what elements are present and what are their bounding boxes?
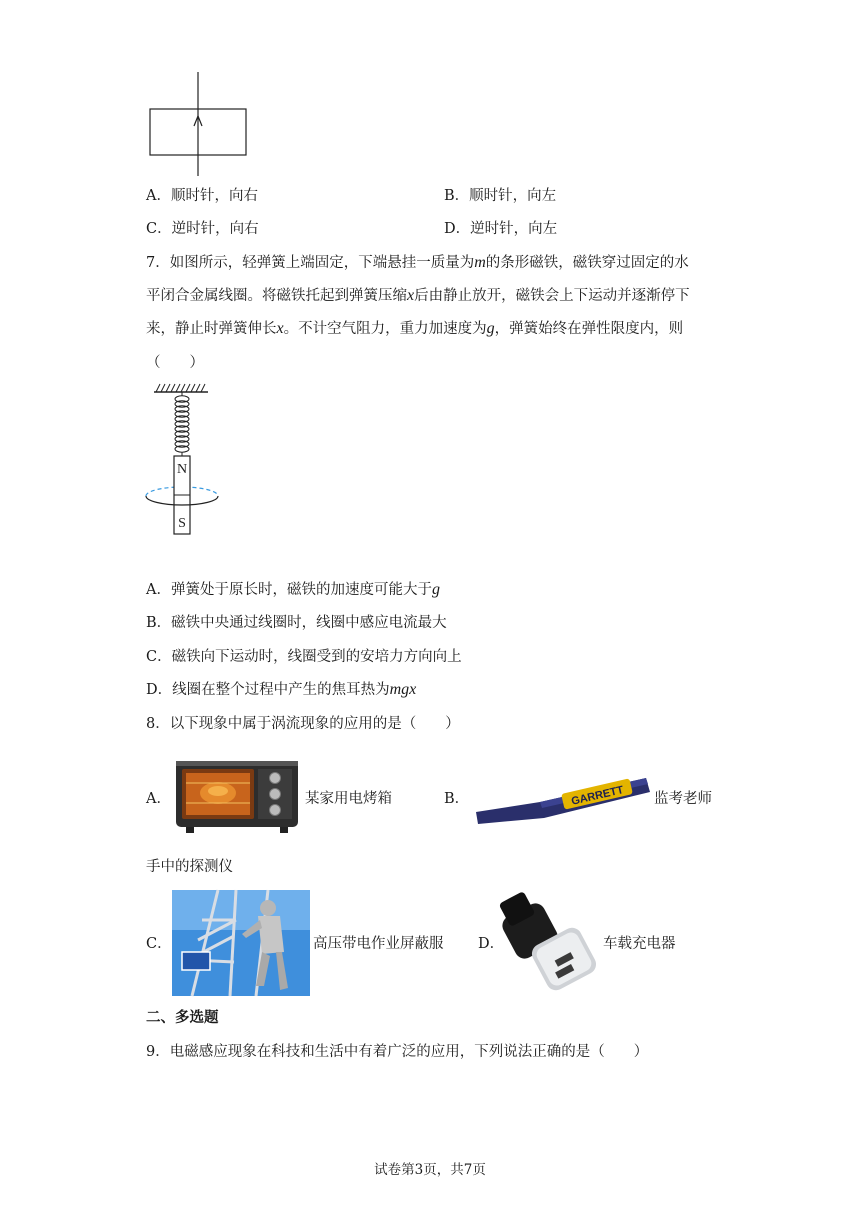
metal-detector-image [470,768,652,826]
magnet-n-label: N [176,462,188,477]
spring-magnet-figure [140,380,240,540]
page-footer: 试卷第3页，共7页 [374,1162,486,1178]
q8-option-c-text: 高压带电作业屏蔽服 [313,936,444,952]
magnet-s-label: S [178,516,186,531]
q7-option-d: D．线圈在整个过程中产生的焦耳热为mgx [146,681,417,698]
q8-option-d-text: 车载充电器 [603,936,676,952]
q8-stem: 8．以下现象中属于涡流现象的应用的是（ ） [146,716,460,732]
car-charger-image [503,890,599,994]
q8-option-a-text: 某家用电烤箱 [305,791,392,807]
q7-stem-line3: 来，静止时弹簧伸长x。不计空气阻力，重力加速度为g，弹簧始终在弹性限度内，则 [146,320,684,337]
q8-option-d-letter: D． [478,936,505,952]
q7-answer-bracket: （ ） [146,355,204,371]
q6-option-b: B．顺时针，向左 [444,188,557,204]
shielding-suit-image [172,890,310,996]
q7-stem-line1: 7．如图所示，轻弹簧上端固定，下端悬挂一质量为m的条形磁铁，磁铁穿过固定的水 [146,254,689,271]
q8-option-b-text-cont: 手中的探测仪 [146,859,233,875]
q8-option-b-text: 监考老师 [654,791,712,807]
q7-option-a: A．弹簧处于原长时，磁铁的加速度可能大于g [146,581,440,598]
q6-option-c: C．逆时针，向右 [146,221,259,237]
q7-stem-line2: 平闭合金属线圈。将磁铁托起到弹簧压缩x后由静止放开，磁铁会上下运动并逐渐停下 [146,287,690,304]
q7-option-b: B．磁铁中央通过线圈时，线圈中感应电流最大 [146,615,447,631]
detector-brand-label: GARRETT [570,784,625,808]
oven-image [172,755,304,835]
wire-loop-figure [140,70,260,180]
q8-option-c-letter: C． [146,936,172,952]
q6-option-d: D．逆时针，向左 [444,221,558,237]
q7-option-c: C．磁铁向下运动时，线圈受到的安培力方向向上 [146,649,462,665]
q8-option-b-letter: B． [444,791,470,807]
section-heading-multiple-choice: 二、多选题 [146,1009,219,1026]
q6-option-a: A．顺时针，向右 [146,188,258,204]
q8-option-a-letter: A． [146,791,171,807]
q9-stem: 9．电磁感应现象在科技和生活中有着广泛的应用，下列说法正确的是（ ） [146,1044,649,1060]
